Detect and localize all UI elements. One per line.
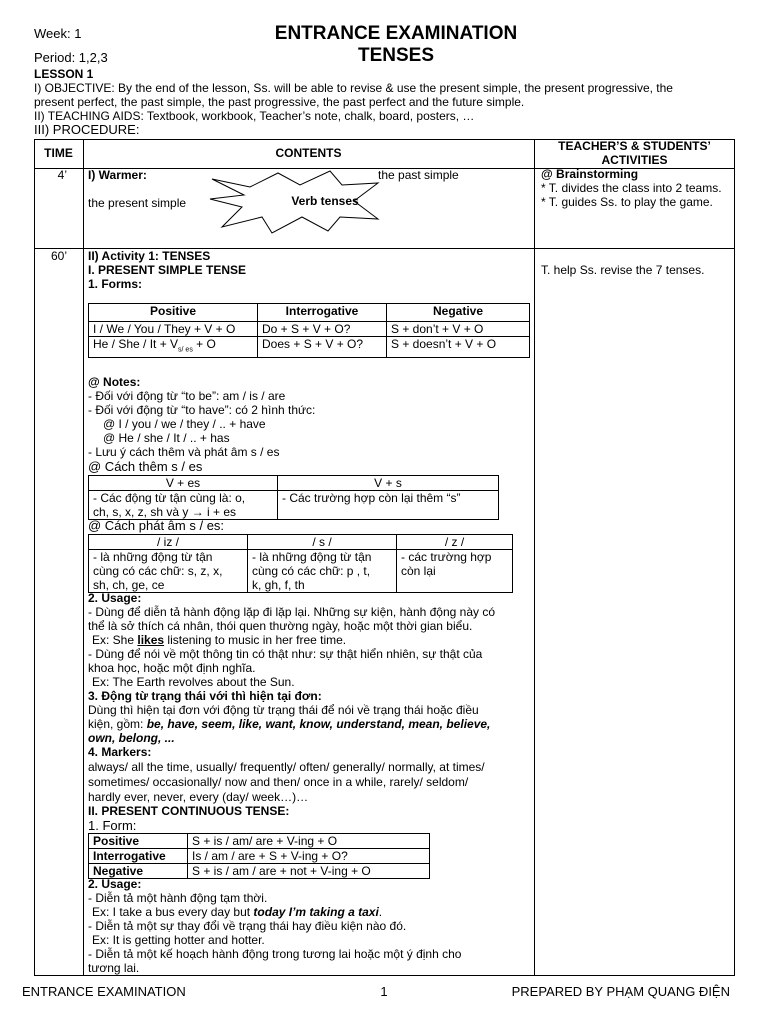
footer-right: PREPARED BY PHẠM QUANG ĐIỆN bbox=[511, 984, 730, 999]
continuous-title: II. PRESENT CONTINUOUS TENSE: bbox=[88, 804, 290, 818]
row2-time: 60’ bbox=[50, 249, 67, 263]
col-activities-header-2: ACTIVITIES bbox=[601, 153, 668, 167]
usage-line: thể là sở thích cá nhân, thói quen thường ngày, hoặc một thời gian biểu. bbox=[88, 619, 473, 633]
col-time-header: TIME bbox=[44, 146, 73, 160]
markers-line: sometimes/ occasionally/ now and then/ once in a while, rarely/ seldom/ bbox=[88, 775, 469, 789]
activity-line-1: * T. divides the class into 2 teams. bbox=[541, 181, 722, 195]
pron-header-z: / z / bbox=[397, 535, 513, 550]
forms-title: 1. Forms: bbox=[88, 277, 143, 291]
subscript: s/ es bbox=[178, 346, 193, 354]
table-cell bbox=[397, 550, 513, 593]
forms-header-interrogative: Interrogative bbox=[258, 304, 387, 322]
col-divider-1 bbox=[83, 140, 84, 975]
col-contents-header: CONTENTS bbox=[275, 146, 342, 160]
table-cell: S + doesn’t + V + O bbox=[387, 337, 530, 358]
markers-line: always/ all the time, usually/ frequently/ often/ generally/ normally, at times/ bbox=[88, 760, 485, 774]
table-row bbox=[89, 550, 513, 593]
text-segment: Ex: I take a bus every day but bbox=[92, 905, 254, 919]
table-cell bbox=[89, 337, 258, 358]
text-segment: He / She / It + V bbox=[93, 337, 179, 351]
table-cell: Is / am / are + S + V-ing + O? bbox=[188, 849, 430, 864]
continuous-form-table bbox=[88, 833, 430, 879]
continuous-example bbox=[92, 905, 382, 919]
table-cell: Do + S + V + O? bbox=[258, 322, 387, 337]
text-segment: be, have, seem, like, want, know, understand, mean, believe, bbox=[146, 717, 491, 731]
markers-line: hardly ever, never, every (day/ week…)… bbox=[88, 790, 309, 804]
table-cell: - Các trường hợp còn lại thêm “s” bbox=[278, 491, 499, 520]
warmer-title: I) Warmer: bbox=[88, 168, 147, 182]
present-simple-title: I. PRESENT SIMPLE TENSE bbox=[88, 263, 247, 277]
text-segment: . bbox=[378, 905, 383, 919]
period-label: Period: 1,2,3 bbox=[34, 50, 108, 65]
text-line: k, gh, f, th bbox=[252, 578, 305, 592]
table-row bbox=[89, 834, 430, 849]
continuous-usage-title: 2. Usage: bbox=[88, 877, 142, 891]
stative-line bbox=[88, 717, 490, 731]
stative-title: 3. Động từ trạng thái với thì hiện tại đơn: bbox=[88, 689, 322, 703]
table-cell: I / We / You / They + V + O bbox=[89, 322, 258, 337]
col-activities-header-1: TEACHER’S & STUDENTS’ bbox=[558, 139, 711, 153]
usage-line: - Dùng để diễn tả hành động lặp đi lặp lại. Những sự kiện, hành động này có bbox=[88, 605, 496, 619]
table-row bbox=[89, 849, 430, 864]
text-line: cùng có các chữ: p , t, bbox=[252, 564, 371, 578]
row1-time: 4’ bbox=[57, 168, 67, 182]
notes-title: @ Notes: bbox=[88, 375, 141, 389]
table-row bbox=[89, 337, 530, 358]
continuous-example: Ex: It is getting hotter and hotter. bbox=[92, 933, 265, 947]
footer-left: ENTRANCE EXAMINATION bbox=[22, 984, 186, 999]
text-segment: listening to music in her free time. bbox=[164, 633, 347, 647]
markers-title: 4. Markers: bbox=[88, 745, 152, 759]
note-line: - Đối với động từ “to have”: có 2 hình thức: bbox=[88, 403, 316, 417]
teaching-aids: II) TEACHING AIDS: Textbook, workbook, Teacher’s note, chalk, board, posters, … bbox=[34, 109, 475, 123]
page-subtitle: TENSES bbox=[357, 45, 435, 66]
note-line: @ He / she / It / .. + has bbox=[103, 431, 230, 445]
stative-line: Dùng thì hiện tại đơn với động từ trạng thái để nói về trạng thái hoặc điều bbox=[88, 703, 479, 717]
table-row bbox=[89, 322, 530, 337]
note-line: @ I / you / we / they / .. + have bbox=[103, 417, 266, 431]
table-cell: Negative bbox=[89, 864, 188, 879]
table-cell: S + is / am / are + not + V-ing + O bbox=[188, 864, 430, 879]
usage-title: 2. Usage: bbox=[88, 591, 142, 605]
continuous-usage-line: - Diễn tả một sự thay đổi về trạng thái hay điều kiện nào đó. bbox=[88, 919, 407, 933]
add-header-es: V + es bbox=[89, 476, 278, 491]
forms-table bbox=[88, 303, 530, 358]
activity-line-2: * T. guides Ss. to play the game. bbox=[541, 195, 713, 209]
forms-header-negative: Negative bbox=[387, 304, 530, 322]
week-label: Week: 1 bbox=[34, 26, 82, 41]
add-header-s: V + s bbox=[278, 476, 499, 491]
objective-line-1: I) OBJECTIVE: By the end of the lesson, Ss. will be able to revise & use the present simple, the present progressive, the bbox=[34, 81, 673, 95]
pron-header-iz: / iz / bbox=[89, 535, 248, 550]
page-title: ENTRANCE EXAMINATION bbox=[274, 23, 518, 44]
text-segment: i + es bbox=[203, 505, 237, 519]
usage-example: Ex: The Earth revolves about the Sun. bbox=[92, 675, 295, 689]
usage-example bbox=[92, 633, 346, 647]
text-segment: today I’m taking a taxi bbox=[253, 905, 379, 919]
continuous-usage-line: tương lai. bbox=[88, 961, 140, 975]
text-segment: kiện, gồm: bbox=[88, 717, 147, 731]
lesson-label: LESSON 1 bbox=[34, 67, 94, 81]
usage-line: - Dùng để nói về một thông tin có thật như: sự thật hiển nhiên, sự thật của bbox=[88, 647, 483, 661]
pronunciation-title: @ Cách phát âm s / es: bbox=[88, 518, 225, 533]
pron-header-s: / s / bbox=[248, 535, 397, 550]
text-line: cùng có các chữ: s, z, x, bbox=[93, 564, 223, 578]
text-line: - các trường hợp bbox=[401, 550, 492, 564]
text-segment: Ex: She bbox=[92, 633, 138, 647]
text-line: - là những động từ tận bbox=[93, 550, 213, 564]
note-line: - Lưu ý cách thêm và phát âm s / es bbox=[88, 445, 280, 459]
add-s-es-table bbox=[88, 475, 499, 520]
warmer-past-simple: the past simple bbox=[378, 168, 459, 182]
table-cell: Does + S + V + O? bbox=[258, 337, 387, 358]
table-row bbox=[89, 491, 499, 520]
forms-header-positive: Positive bbox=[89, 304, 258, 322]
brainstorming-title: @ Brainstorming bbox=[541, 167, 639, 181]
text-line bbox=[93, 505, 273, 519]
text-line: - Các động từ tận cùng là: o, bbox=[93, 491, 246, 505]
col-divider-2 bbox=[534, 140, 535, 975]
continuous-form-title: 1. Form: bbox=[88, 818, 137, 833]
text-segment: + O bbox=[192, 337, 216, 351]
continuous-usage-line: - Diễn tả một kế hoạch hành động trong tương lai hoặc một ý định cho bbox=[88, 947, 462, 961]
note-line: - Đối với động từ “to be”: am / is / are bbox=[88, 389, 286, 403]
objective-line-2: present perfect, the past simple, the past progressive, the past perfect and the future simple. bbox=[34, 95, 525, 109]
table-cell bbox=[248, 550, 397, 593]
table-cell: S + is / am/ are + V-ing + O bbox=[188, 834, 430, 849]
table-cell bbox=[89, 491, 278, 520]
text-line: - là những động từ tận bbox=[252, 550, 372, 564]
continuous-usage-line: - Diễn tả một hành động tạm thời. bbox=[88, 891, 268, 905]
text-line: sh, ch, ge, ce bbox=[93, 578, 165, 592]
table-cell: S + don’t + V + O bbox=[387, 322, 530, 337]
table-cell: Interrogative bbox=[89, 849, 188, 864]
arrow-icon: → bbox=[191, 505, 204, 519]
warmer-present-simple: the present simple bbox=[88, 196, 187, 210]
text-line: còn lại bbox=[401, 564, 436, 578]
text-segment: ch, s, x, z, sh và y bbox=[93, 505, 192, 519]
usage-line: khoa học, hoặc một định nghĩa. bbox=[88, 661, 256, 675]
text-segment: likes bbox=[137, 633, 165, 647]
stative-line: own, belong, ... bbox=[88, 731, 175, 745]
activity-title: II) Activity 1: TENSES bbox=[88, 249, 211, 263]
page-number: 1 bbox=[380, 984, 388, 999]
verb-tenses-label: Verb tenses bbox=[291, 194, 359, 208]
procedure-label: III) PROCEDURE: bbox=[34, 122, 140, 137]
revise-activity: T. help Ss. revise the 7 tenses. bbox=[541, 263, 705, 277]
table-cell: Positive bbox=[89, 834, 188, 849]
pronunciation-table bbox=[88, 534, 513, 593]
table-cell bbox=[89, 550, 248, 593]
add-s-es-title: @ Cách thêm s / es bbox=[88, 459, 203, 474]
